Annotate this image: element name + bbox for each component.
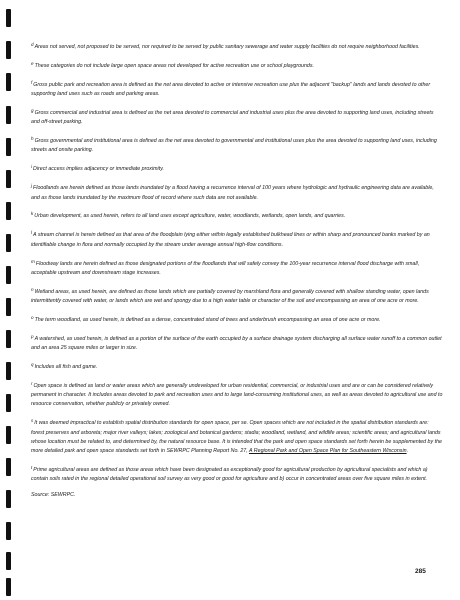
footnote-k xyxy=(31,209,443,221)
footnote-text: Gross governmental and institutional area is defined as the net area devoted to governmental and institutional uses plus the area devoted to supporting land uses, including streets and onsite parking. xyxy=(31,138,437,154)
binding-hole xyxy=(6,266,11,284)
binding-hole xyxy=(6,9,11,27)
footnote-marker: h xyxy=(31,136,34,142)
footnote-l xyxy=(31,228,443,250)
binding-hole xyxy=(6,458,11,476)
binding-hole xyxy=(6,202,11,220)
footnote-marker: t xyxy=(31,465,33,471)
footnote-p xyxy=(31,332,443,354)
report-title-link: A Regional Park and Open Space Plan for Southeastern Wisconsin xyxy=(248,448,407,455)
footnote-text: Areas not served, not proposed to be served, nor required to be served by public sanitary sewerage and water supply facilities do not require neighborhood facilities. xyxy=(34,44,420,50)
footnote-marker: m xyxy=(31,258,35,264)
footnote-text: Open space is defined as land or water areas which are generally undeveloped for urban residential, commercial, or industrial uses and are or can be considered relatively permanent in character. It includes areas devoted to park and recreation uses and to large land-consuming institutional uses, as well as areas devoted to agricultural use and to resource conservation, whether publicly or privately owned. xyxy=(31,382,443,408)
footnote-marker: q xyxy=(31,361,34,367)
source-line: Source: SEWRPC. xyxy=(31,492,76,499)
binding-hole xyxy=(6,522,11,540)
binding-hole xyxy=(6,41,11,59)
footnote-n xyxy=(31,285,443,307)
page-number: 285 xyxy=(415,568,426,575)
footnote-marker: i xyxy=(31,164,33,170)
binding-hole xyxy=(6,552,11,570)
footnote-text: Wetland areas, as used herein, are defined as those lands which are partially covered by marshland flora and generally covered with shallow standing water, open lands intermittently covered with water, or lands which are wet and spongy due to a high water table or character of the soil and encompassing an area of one acre or more. xyxy=(31,288,429,304)
binding-hole xyxy=(6,138,11,156)
footnote-marker: l xyxy=(31,230,33,236)
footnote-text: It was deemed impractical to establish spatial distribution standards for open space, per se. Open spaces which are not included in the spatial distribution standards are: forest preserves and arboreta; major river valleys; lakes; zoological and botanical gardens; stadia; woodland, wetland, and wildlife areas; scientific areas; and agricultural lands whose location must be related to, and determined by, the natural resource base. It is intended that the park and open space standards set forth herein be supplemented by the more detailed park and open space standards set forth in SEWRPC Planning Report No. 27, xyxy=(31,420,442,455)
footnote-text: Gross public park and recreation area is defined as the net area devoted to active or intensive recreation use plus the adjacent "backup" lands and lands devoted to other supporting land uses such as roads and parking areas. xyxy=(31,81,431,98)
footnote-text: These categories do not include large open space areas not developed for active recreation use or school playgrounds. xyxy=(34,62,315,69)
binding-holes xyxy=(6,0,14,600)
footnote-marker: o xyxy=(31,314,34,320)
footnote-o xyxy=(31,313,443,325)
footnotes xyxy=(31,40,443,501)
footnote-marker: f xyxy=(31,79,33,85)
footnote-t xyxy=(31,463,443,485)
footnote-r xyxy=(31,379,443,410)
footnote-marker: e xyxy=(31,60,34,66)
binding-hole xyxy=(6,170,11,188)
footnote-text: Floodway lands are herein defined as those designated portions of the floodlands that will safely convey the 100-year recurrence interval flood discharge with small, acceptable upstream and downstream stage increases. xyxy=(31,260,420,276)
footnote-s xyxy=(31,416,443,456)
footnote-text: The term woodland, as used herein, is defined as a dense, concentrated stand of trees and underbrush encompassing an area of one acre or more. xyxy=(34,316,381,323)
footnote-marker: j xyxy=(31,183,33,189)
binding-hole xyxy=(6,73,11,91)
footnote-text: Urban development, as used herein, refers to all land uses except agriculture, water, woodlands, wetlands, open lands, and quarries. xyxy=(34,213,346,220)
footnote-f xyxy=(31,78,443,100)
binding-hole xyxy=(6,490,11,508)
footnote-e xyxy=(31,59,443,71)
binding-hole xyxy=(6,106,11,124)
binding-hole xyxy=(6,578,11,596)
footnote-text: Floodlands are herein defined as those lands inundated by a flood having a recurrence interval of 100 years where hydrologic and hydraulic engineering data are available, and as those lands inundated by the maximum flood of record where such data are not available. xyxy=(31,185,434,201)
footnote-text: A watershed, as used herein, is defined as a portion of the surface of the earth occupied by a surface drainage system discharging all surface water runoff to a common outlet and an area 25 square miles or larger in size. xyxy=(31,335,442,352)
footnote-marker: p xyxy=(31,333,34,339)
footnote-text: A stream channel is herein defined as that area of the floodplain lying either within legally established bulkhead lines or within sharp and pronounced banks marked by an identifiable change in flora and normally occupied by the stream under average annual high-flow conditions. xyxy=(31,232,430,248)
footnote-j xyxy=(31,181,443,203)
footnote-marker: s xyxy=(31,418,34,424)
footnote-text: Gross commercial and industrial area is defined as the net area devoted to commercial and industrial uses plus the area devoted to supporting land uses, including streets and off-street parking. xyxy=(31,109,434,126)
footnote-d xyxy=(31,40,443,52)
footnote-marker: k xyxy=(31,211,34,217)
binding-hole xyxy=(6,330,11,348)
footnote-marker: g xyxy=(31,107,34,113)
binding-hole xyxy=(6,394,11,412)
footnote-marker: r xyxy=(31,380,33,386)
binding-hole xyxy=(6,298,11,316)
binding-hole xyxy=(6,362,11,380)
footnote-text: Direct access implies adjacency or immediate proximity. xyxy=(33,166,164,173)
footnote-marker: d xyxy=(31,42,34,47)
footnote-q xyxy=(31,360,443,372)
footnote-text: Includes all fish and game. xyxy=(34,363,98,370)
footnote-i xyxy=(31,162,443,174)
footnote-text: Prime agricultural areas are defined as those areas which have been designated as exceptionally good for agricultural production by agricultural specialists and which a) contain soils rated in the regional detailed operational soil survey as very good or good for agriculture and b) occur in concentrated areas over five square miles in extent. xyxy=(31,467,428,483)
footnote-g xyxy=(31,106,443,128)
binding-hole xyxy=(6,426,11,444)
footnote-h xyxy=(31,134,443,156)
footnote-m xyxy=(31,257,443,279)
footnote-marker: n xyxy=(31,286,34,292)
binding-hole xyxy=(6,234,11,252)
footnote-text-end: . xyxy=(406,448,409,455)
